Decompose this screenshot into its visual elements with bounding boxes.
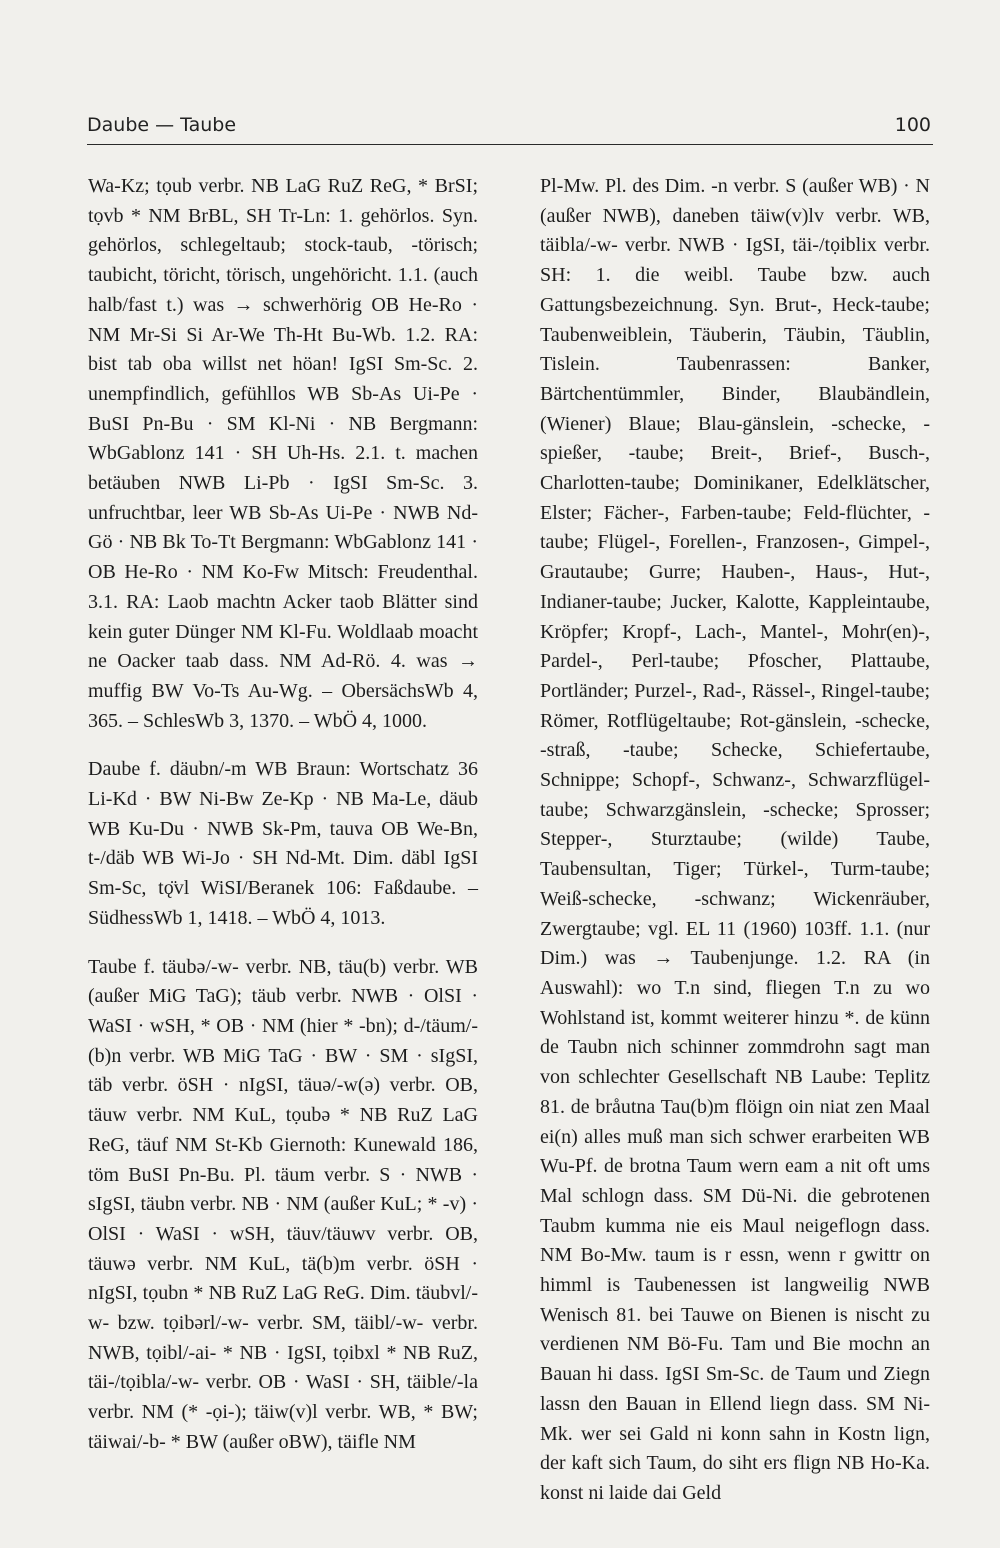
- entry-taub-continued: Wa-Kz; tọub verbr. NB LaG RuZ ReG, * BrSI; tọvb * NM BrBL, SH Tr-Ln: 1. gehörlos. Syn. gehörlos, schlegeltaub; stock-taub, -törisch; taubicht, töricht, törisch, ungehöricht. 1.1. (auch halb/fast t.) was → schwerhörig OB He-Ro · NM Mr-Si Si Ar-We Th-Ht Bu-Wb. 1.2. RA: bist tab oba willst net höan! IgSI Sm-Sc. 2. unempfindlich, gefühllos WB Sb-As Ui-Pe · BuSI Pn-Bu · SM Kl-Ni · NB Bergmann: WbGablonz 141 · SH Uh-Hs. 2.1. t. machen betäuben NWB Li-Pb · IgSI Sm-Sc. 3. unfruchtbar, leer WB Sb-As Ui-Pe · NWB Nd-Gö · NB Bk To-Tt Bergmann: WbGablonz 141 · OB He-Ro · NM Ko-Fw Mitsch: Freudenthal. 3.1. RA: Laob machtn Acker taob Blätter sind kein guter Dünger NM Kl-Fu. Woldlaab moacht ne Oacker taab dass. NM Ad-Rö. 4. was → muffig BW Vo-Ts Au-Wg. – ObersächsWb 4, 365. – SchlesWb 3, 1370. – WbÖ 4, 1000.: [88, 175, 478, 732]
- entry-taube-continued: Pl-Mw. Pl. des Dim. -n verbr. S (außer WB) · N (außer NWB), daneben täiw(v)lv verbr. WB, täibla/-w- verbr. NWB · IgSI, täi-/tọiblix verbr. SH: 1. die weibl. Taube bzw. auch Gattungsbezeichnung. Syn. Brut-, Heck-taube; Taubenweiblein, Täuberin, Täubin, Täublin, Tislein. Taubenrassen: Banker, Bärtchentümmler, Binder, Blaubändlein, (Wiener) Blaue; Blau-gänslein, -schecke, -spießer, -taube; Breit-, Brief-, Busch-, Charlotten-taube; Dominikaner, Edelklätscher, Elster; Fächer-, Farben-taube; Feld-flüchter, -taube; Flügel-, Forellen-, Franzosen-, Gimpel-, Grautaube; Gurre; Hauben-, Haus-, Hut-, Indianer-taube; Jucker, Kalotte, Kappleintaube, Kröpfer; Kropf-, Lach-, Mantel-, Mohr(en)-, Pardel-, Perl-taube; Pfoscher, Plattaube, Portländer; Purzel-, Rad-, Rässel-, Ringel-taube; Römer, Rotflügeltaube; Rot-gänslein, -schecke, -straß, -taube; Schecke, Schiefertaube, Schnippe; Schopf-, Schwanz-, Schwarzflügel-taube; Schwarzgänslein, -schecke; Sprosser; Stepper-, Sturztaube; (wilde) Taube, Taubensultan, Tiger; Türkel-, Turm-taube; Weiß-schecke, -schwanz; Wickenräuber, Zwergtaube; vgl. EL 11 (1960) 103ff. 1.1. (nur Dim.) was → Taubenjunge. 1.2. RA (in Auswahl): wo T.n sind, fliegen T.n zu wo Wohlstand ist, kommt weiterer hinzu *. de künn de Taubn nich schinner zommdrohn sagt man von schlechter Gesellschaft NB Laube: Teplitz 81. de bråutna Tau(b)m flöign oin niat zen Maal ei(n) alles muß man sich schwer erarbeiten WB Wu-Pf. de brotna Taum wern eam a nit oft ums Mal schlogn dass. SM Dü-Ni. die gebrotenen Taubm kumma nie eis Maul neigeflogn dass. NM Bo-Mw. taum is r essn, wenn r gwittr on himml is Taubenessen ist langweilig NWB Wenisch 81. bei Tauwe on Bienen is nischt zu verdienen NM Bö-Fu. Tam und Bie mochn an Bauan hi dass. IgSI Sm-Sc. de Taum und Ziegn lassn den Bauan in Ellend liegn dass. SM Ni-Mk. wer sei Gald ni konn sahn in Kostn lign, der kaft sich Taum, do siht ers flign NB Ho-Ka. konst ni laide dai Geld: [540, 175, 930, 1504]
- page-number: 100: [894, 114, 931, 136]
- right-column: [540, 172, 930, 1509]
- running-title: Daube — Taube: [87, 114, 237, 136]
- running-header: [87, 112, 933, 145]
- entry-taube: Taube f. täubə/-w- verbr. NB, täu(b) verbr. WB (außer MiG TaG); täub verbr. NWB · OlSI · WaSI · wSH, * OB · NM (hier * -bn); d-/täum/-(b)n verbr. WB MiG TaG · BW · SM · sIgSI, täb verbr. öSH · nIgSI, täuə/-w(ə) verbr. OB, täuw verbr. NM KuL, tọubə * NB RuZ LaG ReG, täuf NM St-Kb Giernoth: Kunewald 186, töm BuSI Pn-Bu. Pl. täum verbr. S · NWB · sIgSI, täubn verbr. NB · NM (außer KuL; * -v) · OlSI · WaSI · wSH, täuv/täuwv verbr. OB, täuwə verbr. NM KuL, tä(b)m verbr. öSH · nIgSI, tọubn * NB RuZ LaG ReG. Dim. täubvl/-w- bzw. tọibərl/-w- verbr. SM, täibl/-w- verbr. NWB, tọibl/-ai- * NB · IgSI, tọibxl * NB RuZ, täi-/tọibla/-w- verbr. OB · WaSI · SH, täible/-la verbr. NM (* -ọi-); täiw(v)l verbr. WB, * BW; täiwai/-b- * BW (außer oBW), täifle NM: [88, 955, 478, 1453]
- entry-daube: Daube f. däubn/-m WB Braun: Wortschatz 36 Li-Kd · BW Ni-Bw Ze-Kp · NB Ma-Le, däub WB Ku-Du · NWB Sk-Pm, tauva OB We-Bn, t-/däb WB Wi-Jo · SH Nd-Mt. Dim. däbl IgSI Sm-Sc, tǫ̈vl WiSI/Beranek 106: Faßdaube. – SüdhessWb 1, 1418. – WbÖ 4, 1013.: [88, 758, 478, 929]
- left-column: [88, 172, 478, 1458]
